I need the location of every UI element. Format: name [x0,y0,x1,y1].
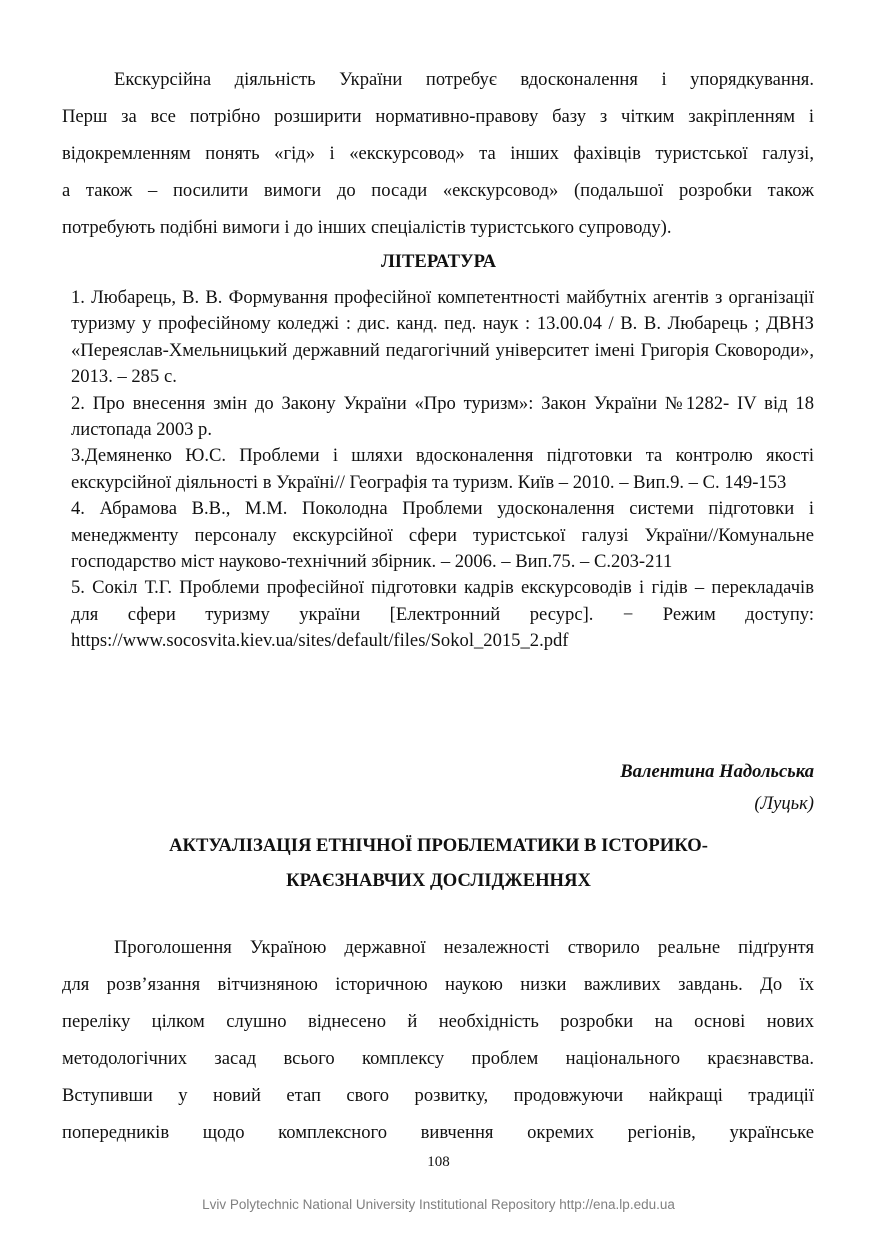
intro-line: відокремленням понять «гід» і «екскурсовод» та інших фахівців туристської галузі, [62,143,814,164]
reference-item: 5. Сокіл Т.Г. Проблеми професійної підготовки кадрів екскурсоводів і гідів – перекладачів для сфери туризму україни [Електронний ресурс]. − Режим доступу: https://www.socosvita.kiev.ua/sites/default/files/Sokol_2015_2.pdf [71,577,814,652]
reference-item: 4. Абрамова В.В., М.М. Поколодна Проблеми удосконалення системи підготовки і менеджменту персоналу екскурсійної сфери туристської галузі України//Комунальне господарство міст науково-технічний збірник. – 2006. – Вип.75. – С.203-211 [71,498,814,573]
intro-line: Екскурсійна діяльність України потребує вдосконалення і упорядкування. [114,69,814,90]
article-author: Валентина Надольська [620,761,814,782]
intro-line: потребують подібні вимоги і до інших спеціалістів туристського супроводу). [62,217,672,238]
intro-line: Перш за все потрібно розширити нормативно-правову базу з чітким закріпленням і [62,106,814,127]
article-title [60,828,817,898]
article-title-line: КРАЄЗНАВЧИХ ДОСЛІДЖЕННЯХ [286,870,591,891]
literature-heading: ЛІТЕРАТУРА [380,251,497,272]
body-line: переліку цілком слушно віднесено й необхідність розробки на основі нових [62,1011,814,1032]
repository-footer: Lviv Polytechnic National University Institutional Repository http://ena.lp.edu.ua [202,1197,675,1212]
body-line: попередників щодо комплексного вивчення окремих регіонів, українське [62,1122,814,1143]
article-title-line: АКТУАЛІЗАЦІЯ ЕТНІЧНОЇ ПРОБЛЕМАТИКИ В ІСТОРИКО- [169,835,708,856]
page-number: 108 [427,1154,450,1170]
reference-item: 2. Про внесення змін до Закону України «Про туризм»: Закон України №1282- IV від 18 листопада 2003 р. [71,392,814,441]
body-line: для розв’язання вітчизняною історичною наукою низки важливих завдань. До їх [62,974,814,995]
body-line: методологічних засад всього комплексу проблем національного краєзнавства. [62,1048,814,1069]
reference-item: 1. Любарець, В. В. Формування професійної компетентності майбутніх агентів з організації туризму у професійному коледжі : дис. канд. пед. наук : 13.00.04 / В. В. Любарець ; ДВНЗ «Переяслав-Хмельницький державний педагогічний університет імені Григорія Сковороди», 2013. – 285 с. [71,287,814,388]
reference-item: 3.Демяненко Ю.С. Проблеми і шляхи вдосконалення підготовки та контролю якості екскурсійної діяльності в Україні// Географія та туризм. Київ – 2010. – Вип.9. – С. 149-153 [71,445,814,493]
body-line: Проголошення Україною державної незалежності створило реальне підґрунтя [114,937,814,958]
body-line: Вступивши у новий етап свого розвитку, продовжуючи найкращі традиції [62,1085,814,1106]
intro-line: а також – посилити вимоги до посади «екскурсовод» (подальшої розробки також [62,180,814,201]
reference-list [71,285,814,655]
author-city: (Луцьк) [754,793,814,814]
